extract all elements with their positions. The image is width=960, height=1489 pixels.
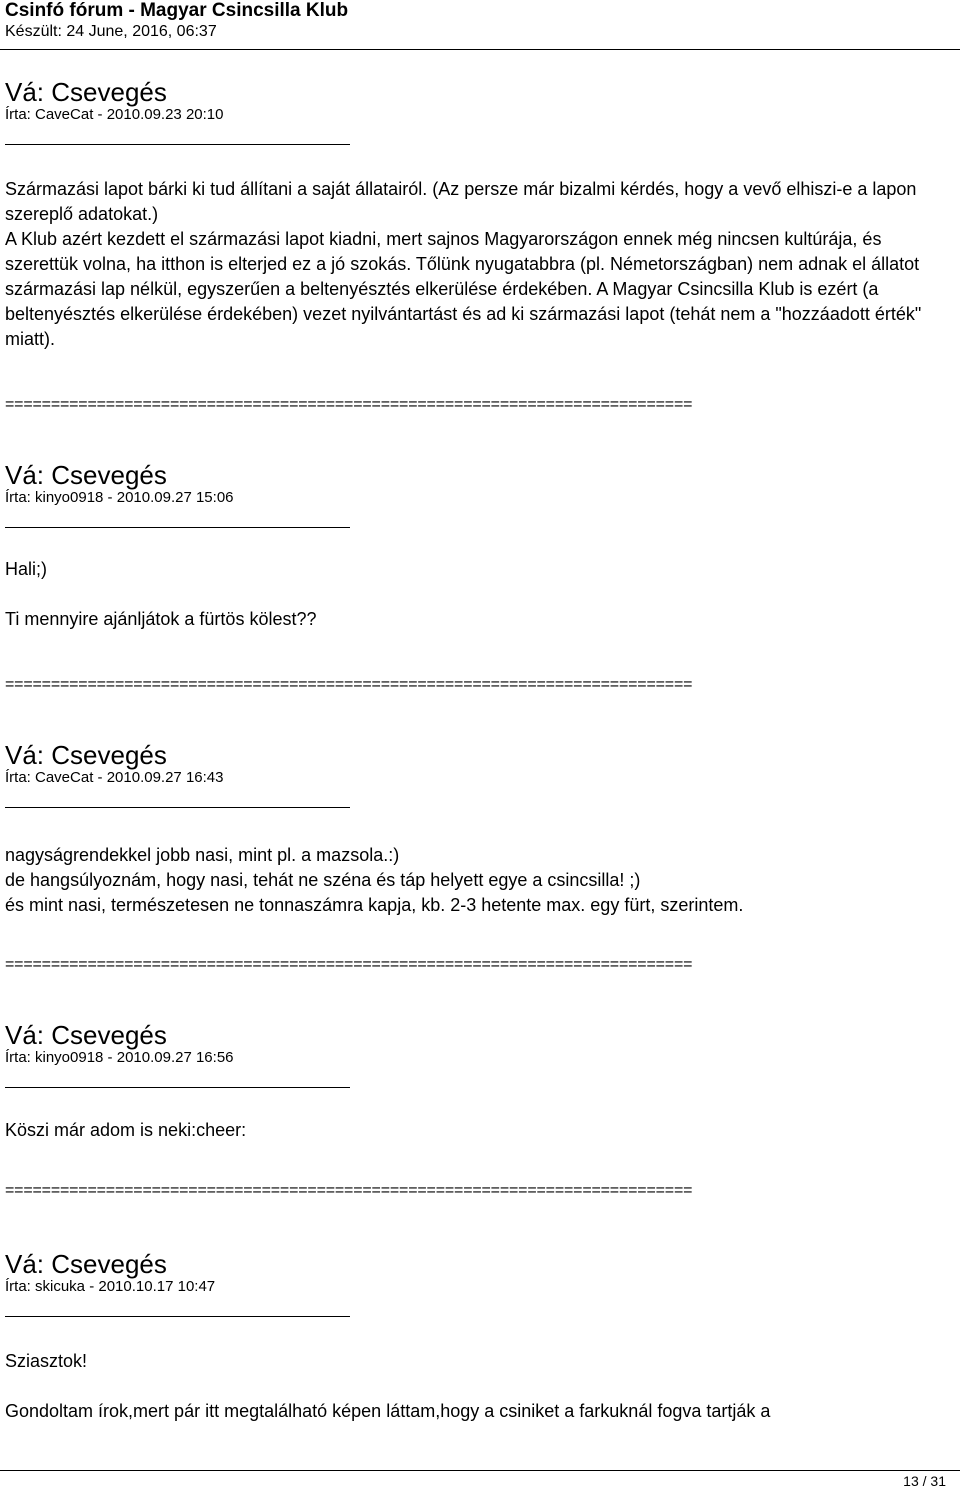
page-number: 13 / 31 bbox=[903, 1473, 946, 1489]
site-title: Csinfó fórum - Magyar Csincsilla Klub bbox=[5, 0, 349, 21]
post-divider bbox=[5, 1316, 350, 1317]
post-title: Vá: Csevegés bbox=[5, 460, 167, 490]
footer-divider bbox=[0, 1470, 960, 1471]
post-paragraph: Származási lapot bárki ki tud állítani a saját állatairól. (Az persze már bizalmi kérdés, hogy a vevő elhiszi-e a lapon szereplő adatokat.) bbox=[5, 179, 922, 224]
forum-post bbox=[5, 741, 955, 918]
header-divider bbox=[0, 49, 960, 50]
post-paragraph bbox=[5, 1374, 955, 1399]
post-separator: =========================================================================== bbox=[5, 1182, 693, 1199]
post-paragraph: Ti mennyire ajánljátok a fürtös kölest?? bbox=[5, 609, 317, 629]
post-meta: Írta: CaveCat - 2010.09.27 16:43 bbox=[5, 769, 224, 786]
post-paragraph: de hangsúlyoznám, hogy nasi, tehát ne széna és táp helyett egye a csincsilla! ;) bbox=[5, 870, 641, 890]
post-divider bbox=[5, 807, 350, 808]
forum-post bbox=[5, 1250, 955, 1424]
post-paragraph: A Klub azért kezdett el származási lapot kiadni, mert sajnos Magyarországon ennek még nincsen kultúrája, és szerettük volna, ha itthon is elterjed ez a jó szokás. Tőlünk nyugatabbra (pl. Németországban) nem adnak el állatot származási lap nélkül, egyszerűen a beltenyésztés elkerülése érdekében. A Magyar Csincsilla Klub is ezért (a beltenyésztés elkerülése érdekében) vezet nyilvántartást és ad ki származási lapot (tehát nem a "hozzáadott érték" miatt). bbox=[5, 229, 927, 349]
post-paragraph: Köszi már adom is neki:cheer: bbox=[5, 1120, 247, 1140]
created-date: Készült: 24 June, 2016, 06:37 bbox=[5, 23, 217, 40]
post-paragraph: Sziasztok! bbox=[5, 1351, 88, 1371]
post-paragraph: és mint nasi, természetesen ne tonnaszámra kapja, kb. 2-3 hetente max. egy fürt, szerintem. bbox=[5, 895, 744, 915]
forum-post bbox=[5, 78, 955, 352]
forum-post bbox=[5, 461, 955, 632]
post-separator: =========================================================================== bbox=[5, 956, 693, 973]
post-title: Vá: Csevegés bbox=[5, 740, 167, 770]
post-title: Vá: Csevegés bbox=[5, 77, 167, 107]
post-divider bbox=[5, 527, 350, 528]
forum-post bbox=[5, 1021, 955, 1143]
post-paragraph: Hali;) bbox=[5, 559, 48, 579]
post-body bbox=[5, 177, 955, 352]
post-separator: =========================================================================== bbox=[5, 676, 693, 693]
post-divider bbox=[5, 144, 350, 145]
post-title: Vá: Csevegés bbox=[5, 1020, 167, 1050]
post-paragraph: nagyságrendekkel jobb nasi, mint pl. a mazsola.:) bbox=[5, 845, 400, 865]
post-meta: Írta: skicuka - 2010.10.17 10:47 bbox=[5, 1278, 216, 1295]
post-meta: Írta: kinyo0918 - 2010.09.27 15:06 bbox=[5, 489, 234, 506]
post-meta: Írta: kinyo0918 - 2010.09.27 16:56 bbox=[5, 1049, 234, 1066]
document-header bbox=[5, 0, 955, 42]
post-title: Vá: Csevegés bbox=[5, 1249, 167, 1279]
post-body bbox=[5, 557, 955, 632]
post-separator: =========================================================================== bbox=[5, 396, 693, 413]
post-body bbox=[5, 1349, 955, 1424]
post-paragraph: Gondoltam írok,mert pár itt megtalálható képen láttam,hogy a csiniket a farkuknál fogva tartják a bbox=[5, 1401, 771, 1421]
post-divider bbox=[5, 1087, 350, 1088]
post-body bbox=[5, 1118, 955, 1143]
post-body bbox=[5, 843, 955, 918]
post-meta: Írta: CaveCat - 2010.09.23 20:10 bbox=[5, 106, 224, 123]
post-paragraph bbox=[5, 582, 955, 607]
